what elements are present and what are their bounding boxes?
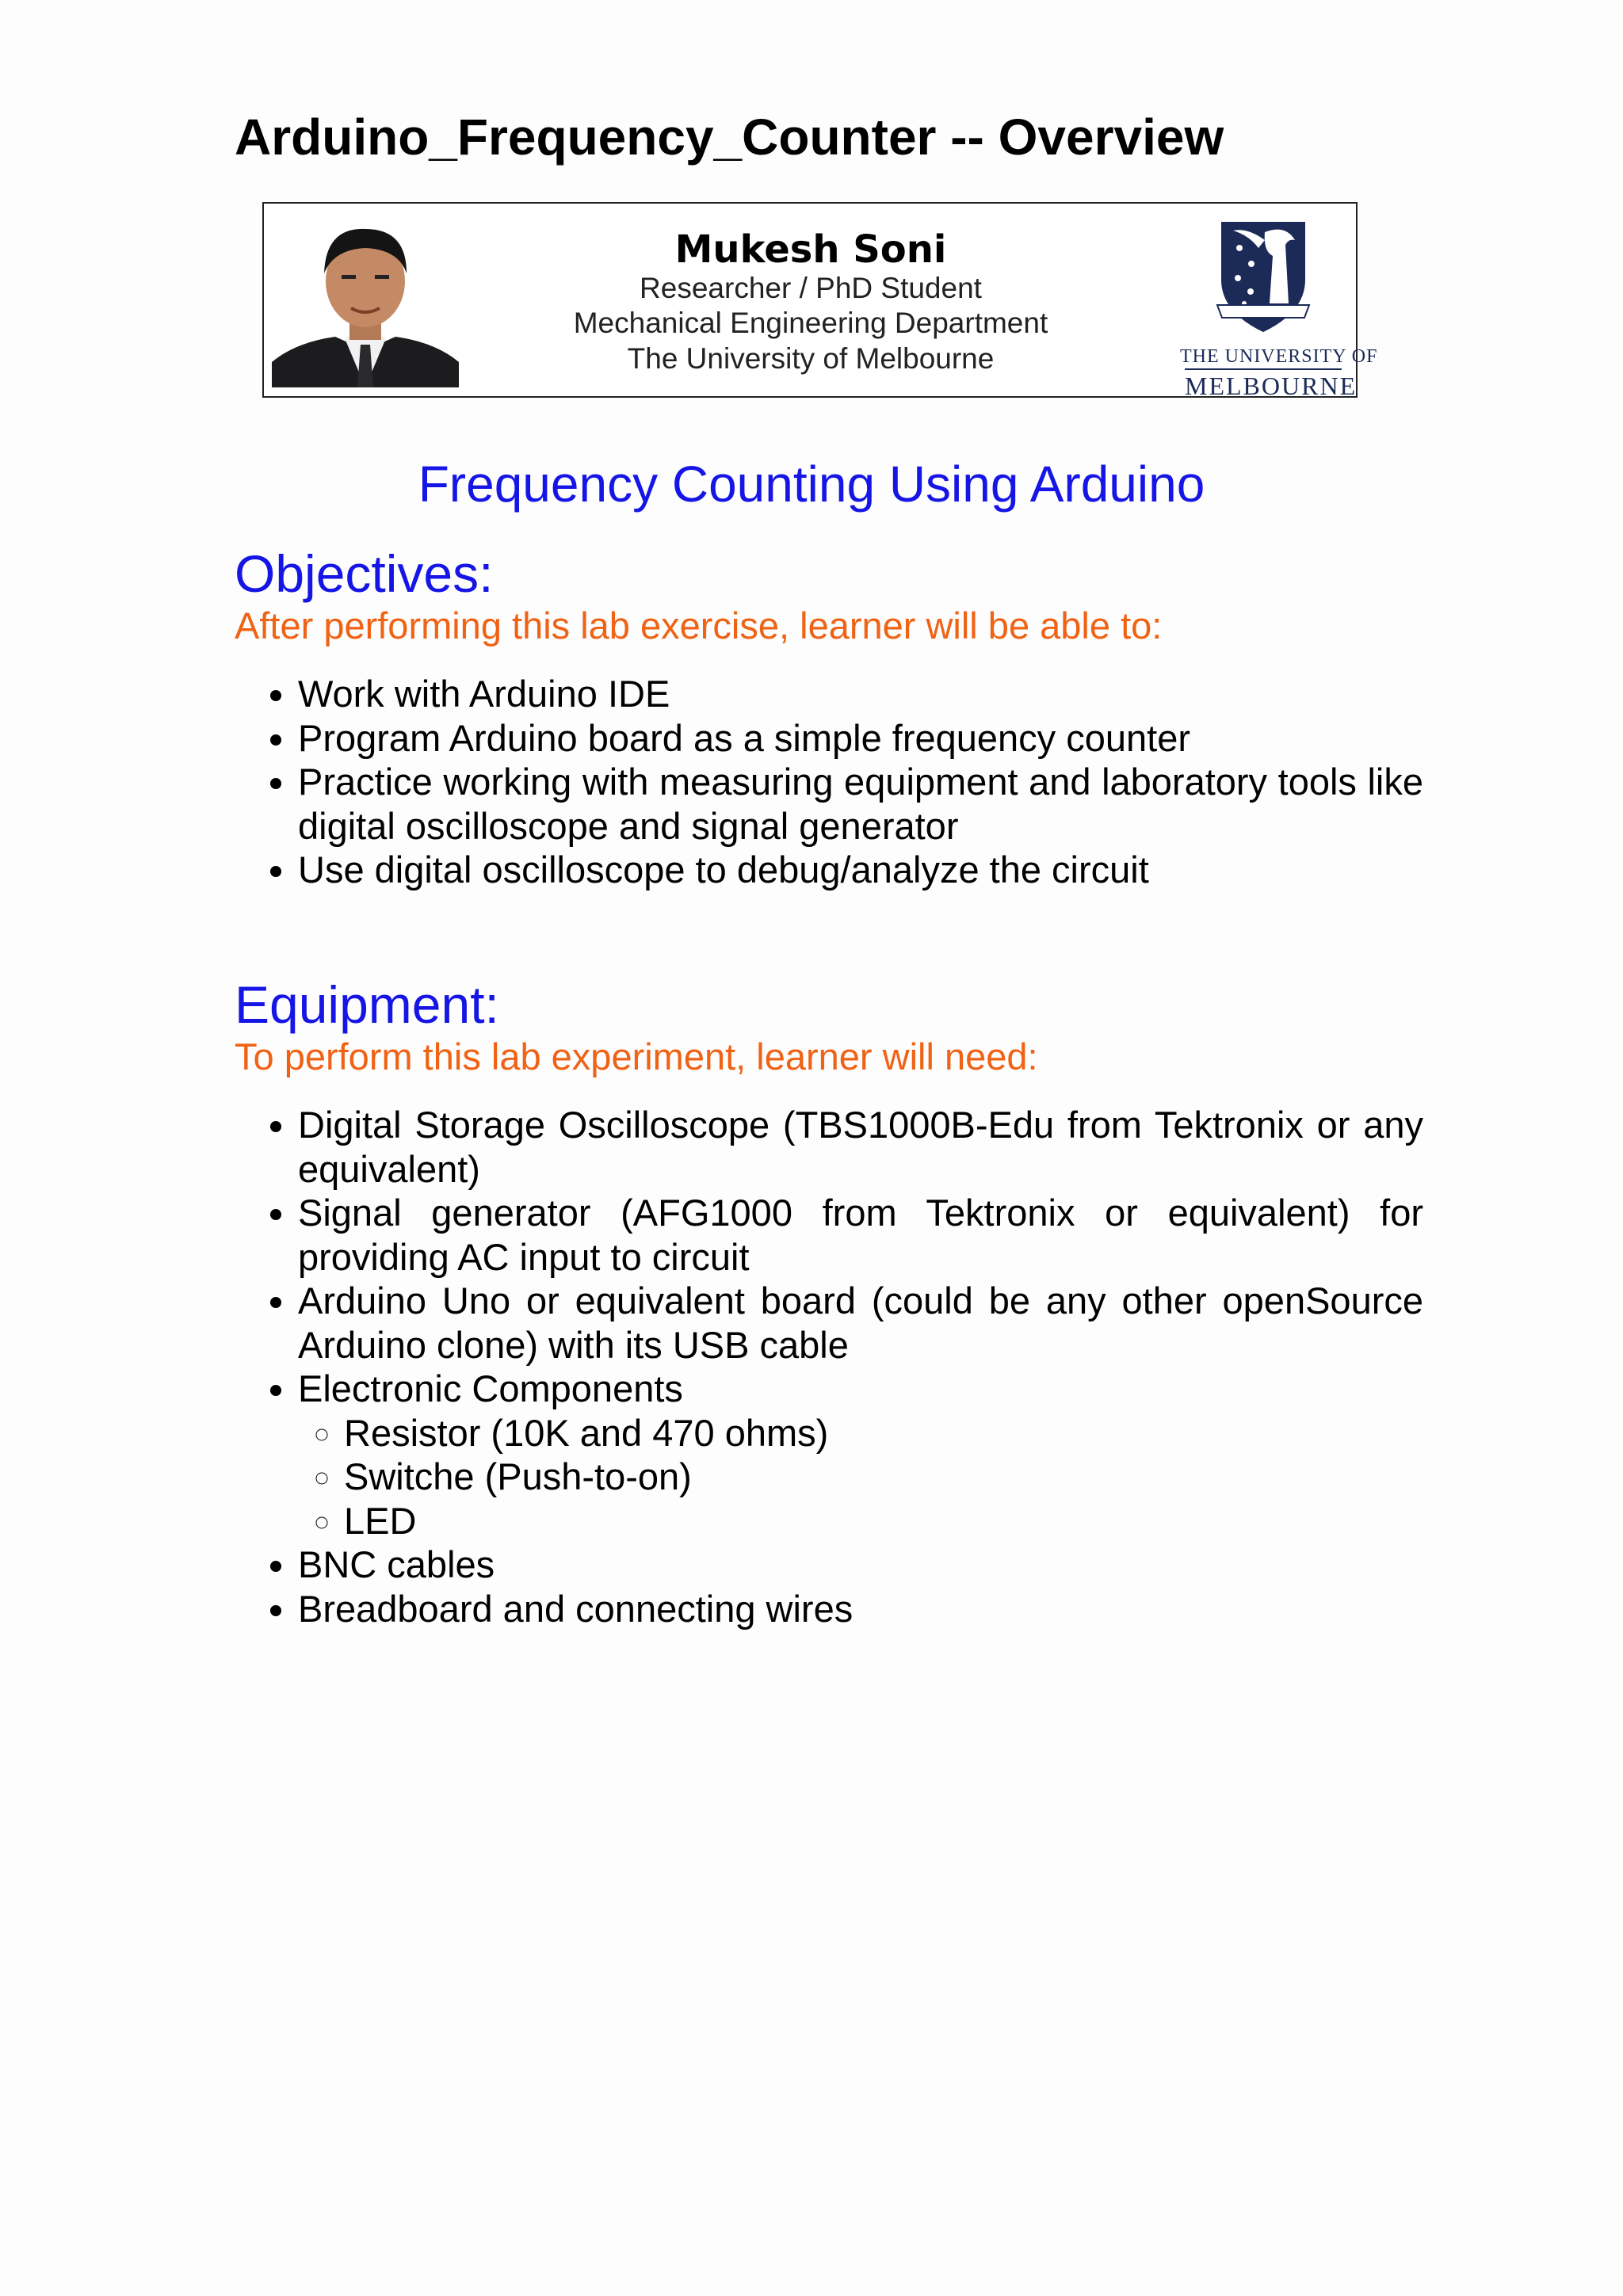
list-item: ◦ Resistor (10K and 470 ohms) [344,1411,1423,1455]
list-item: ◦ Switche (Push-to-on) [344,1455,1423,1499]
university-logo-line1: THE UNIVERSITY OF [1180,346,1378,367]
components-list [298,1411,1423,1543]
list-item: • Breadboard and connecting wires [298,1587,1423,1631]
objectives-list [262,672,1423,892]
list-item: • BNC cables [298,1543,1423,1587]
author-university: The University of Melbourne [627,341,995,375]
author-photo [272,212,459,387]
equipment-title: Equipment: [235,975,499,1034]
list-item: • Digital Storage Oscilloscope (TBS1000B-Edu from Tektronix or any equivalent) [298,1103,1423,1191]
list-item: • Practice working with measuring equipment and laboratory tools like digital oscilloscope and signal generator [298,760,1423,848]
author-banner [262,202,1378,400]
list-item [298,1367,1423,1543]
author-name: Mukesh Soni [674,227,947,272]
university-logo [1180,216,1378,400]
university-logo-line2: MELBOURNE [1185,368,1342,401]
list-item: • Work with Arduino IDE [298,672,1423,716]
list-item: • Signal generator (AFG1000 from Tektronix or equivalent) for providing AC input to circuit [298,1191,1423,1279]
equipment-intro: To perform this lab experiment, learner will need: [235,1035,1038,1077]
list-item: • Use digital oscilloscope to debug/analyze the circuit [298,848,1423,892]
page-title: Arduino_Frequency_Counter -- Overview [235,109,1224,166]
author-department: Mechanical Engineering Department [573,307,1048,340]
author-role: Researcher / PhD Student [640,271,982,304]
list-item: ◦ LED [344,1499,1423,1543]
university-crest-icon [1216,216,1311,335]
document-heading: Frequency Counting Using Arduino [418,456,1205,513]
objectives-title: Objectives: [235,544,494,603]
equipment-list [262,1103,1423,1630]
list-item: • Program Arduino board as a simple frequency counter [298,716,1423,761]
components-label: Electronic Components [298,1367,683,1409]
list-item: • Arduino Uno or equivalent board (could be any other openSource Arduino clone) with its USB cable [298,1279,1423,1367]
objectives-intro: After performing this lab exercise, learner will be able to: [235,605,1163,646]
